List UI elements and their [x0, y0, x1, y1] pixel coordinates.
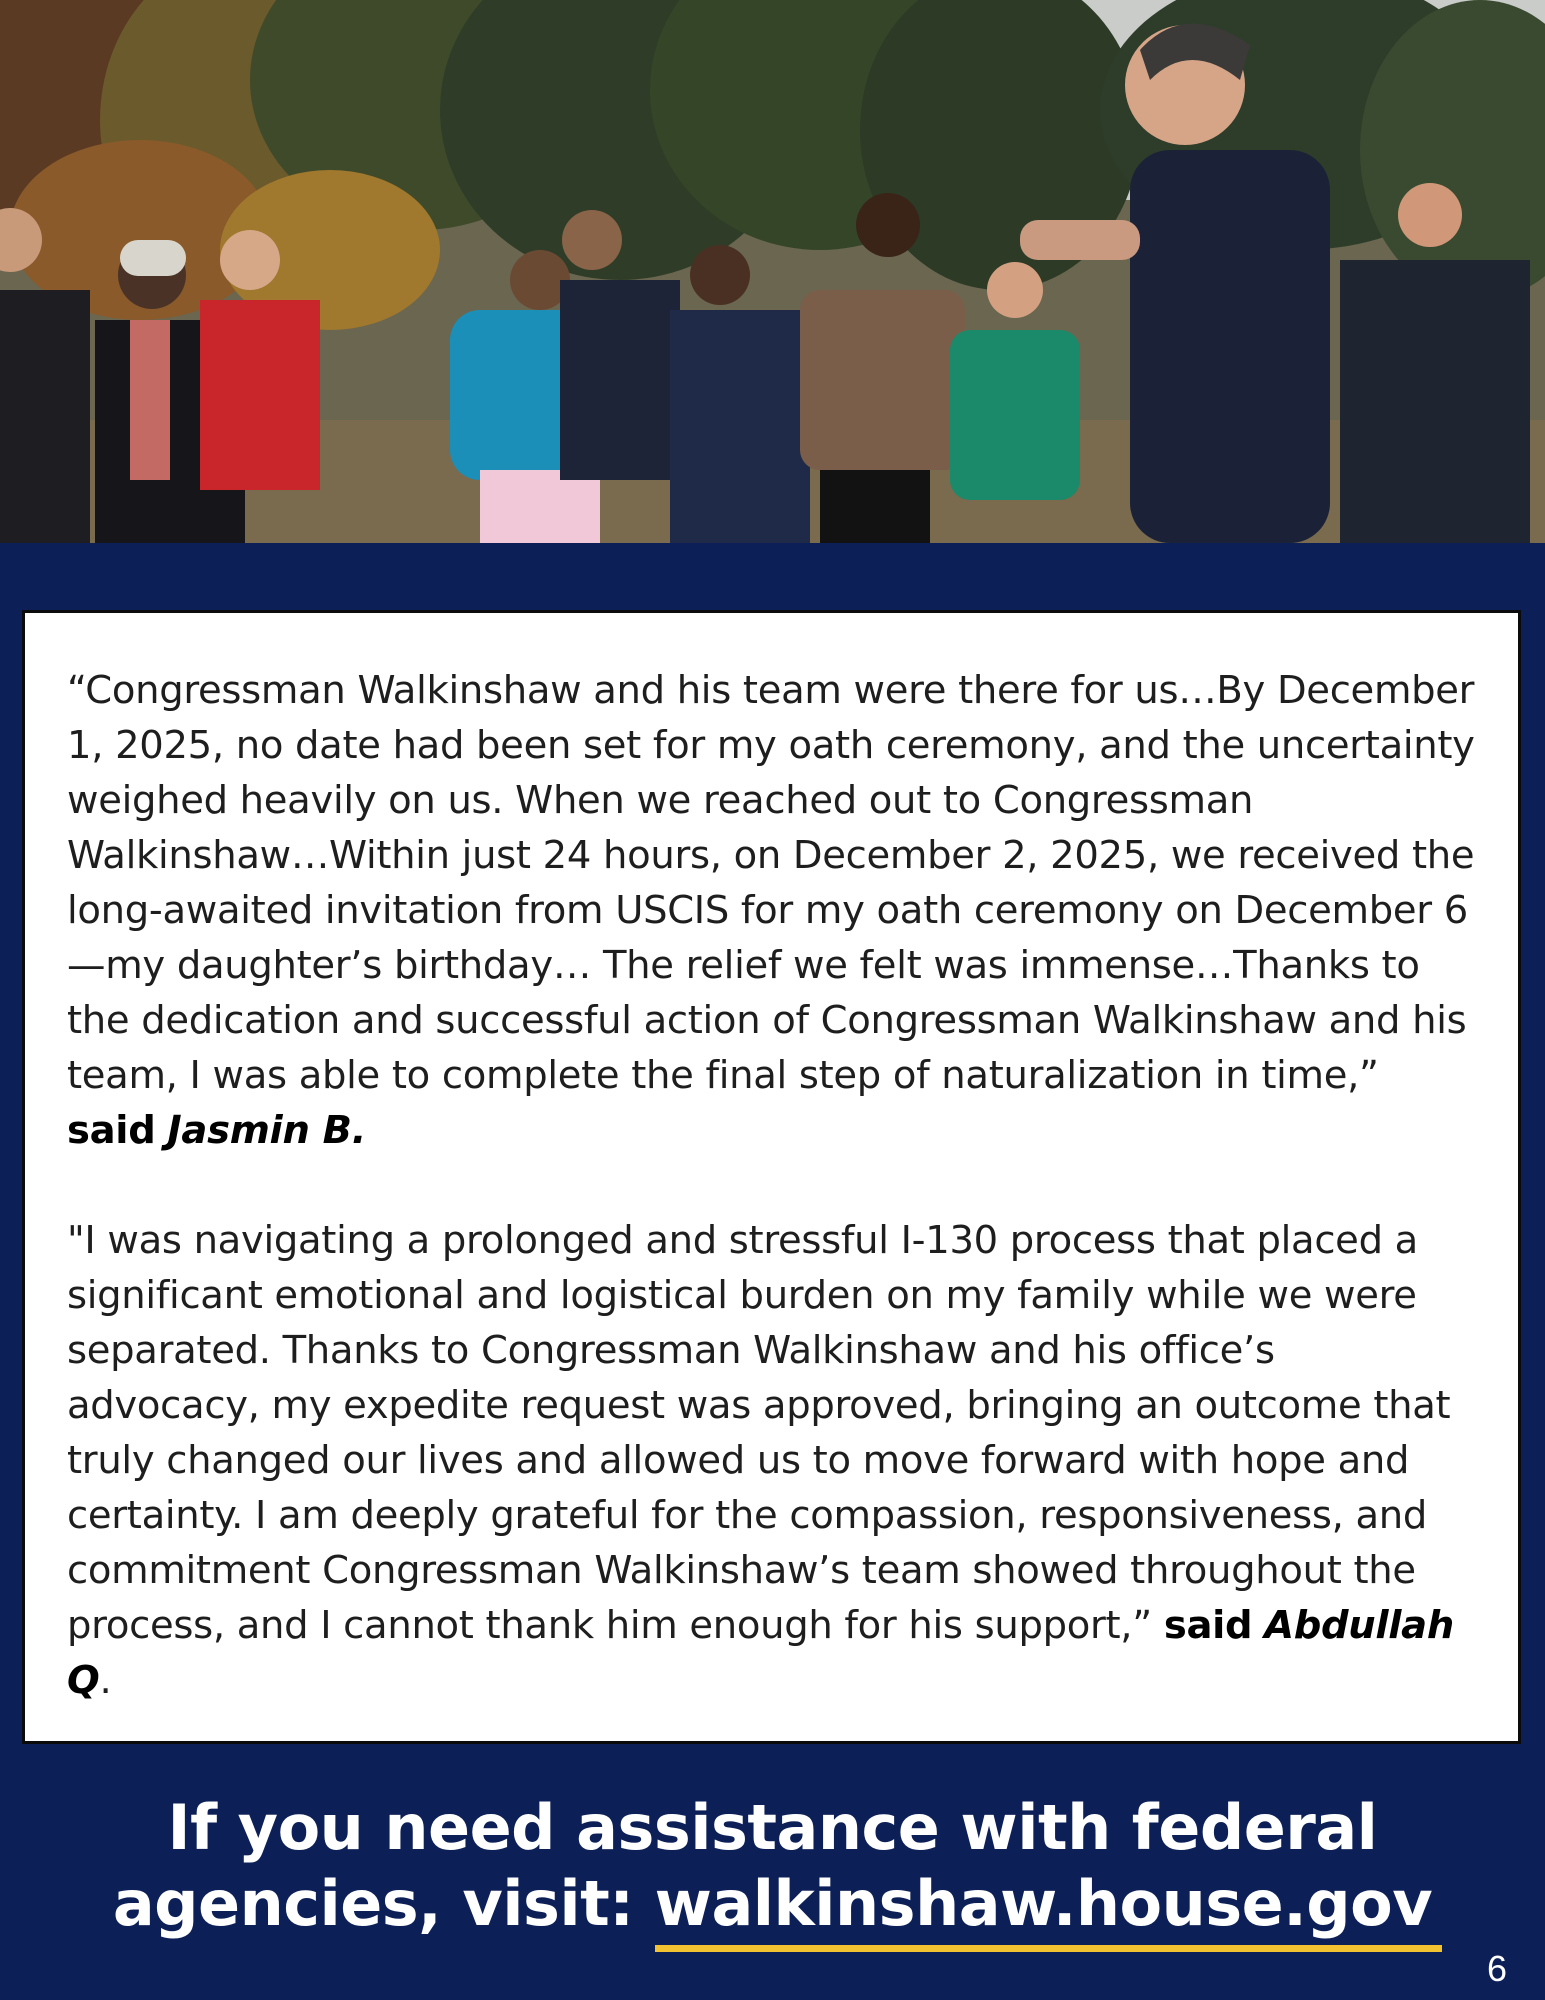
photo-illustration [0, 0, 1545, 543]
website-link-text[interactable]: walkinshaw.house.gov [654, 1867, 1433, 1940]
cta-prefix: agencies, visit: [112, 1867, 634, 1940]
call-to-action [0, 1790, 1545, 1942]
header-photo [0, 0, 1545, 543]
testimonial-author: Jasmin B. [167, 1108, 367, 1153]
testimonial-tail: . [99, 1658, 112, 1703]
testimonial-said: said [67, 1108, 156, 1153]
page-number: 6 [1486, 1948, 1508, 1989]
testimonial-author: Abdullah Q [67, 1603, 1454, 1703]
testimonial-text: "I was navigating a prolonged and stressful I-130 process that placed a significant emotional and logistical burden on my family while we were separated. Thanks to Congressman Walkinshaw and his office’s advocacy, my expedite request was approved, bringing an outcome that truly changed our lives and allowed us to move forward with hope and certainty. I am deeply grateful for the compassion, responsiveness, and commitment Congressman Walkinshaw’s team showed throughout the process, and I cannot thank him enough for his support,” [67, 1218, 1451, 1648]
testimonial-said: said [1163, 1603, 1253, 1648]
testimonials-card [22, 610, 1521, 1744]
website-link[interactable] [655, 1866, 1433, 1942]
cta-line-2 [0, 1866, 1545, 1942]
testimonial-abdullah [67, 1213, 1476, 1708]
testimonial-jasmin [67, 663, 1476, 1158]
link-underline [655, 1945, 1443, 1952]
testimonial-text: “Congressman Walkinshaw and his team were there for us…By December 1, 2025, no date had been set for my oath ceremony, and the uncertainty weighed heavily on us. When we reached out to Congressman Walkinshaw…Within just 24 hours, on December 2, 2025, we received the long-awaited invitation from USCIS for my oath ceremony on December 6—my daughter’s birthday… The relief we felt was immense…Thanks to the dedication and successful action of Congressman Walkinshaw and his team, I was able to complete the final step of naturalization in time,” [67, 668, 1475, 1098]
cta-line-1: If you need assistance with federal [167, 1791, 1378, 1864]
